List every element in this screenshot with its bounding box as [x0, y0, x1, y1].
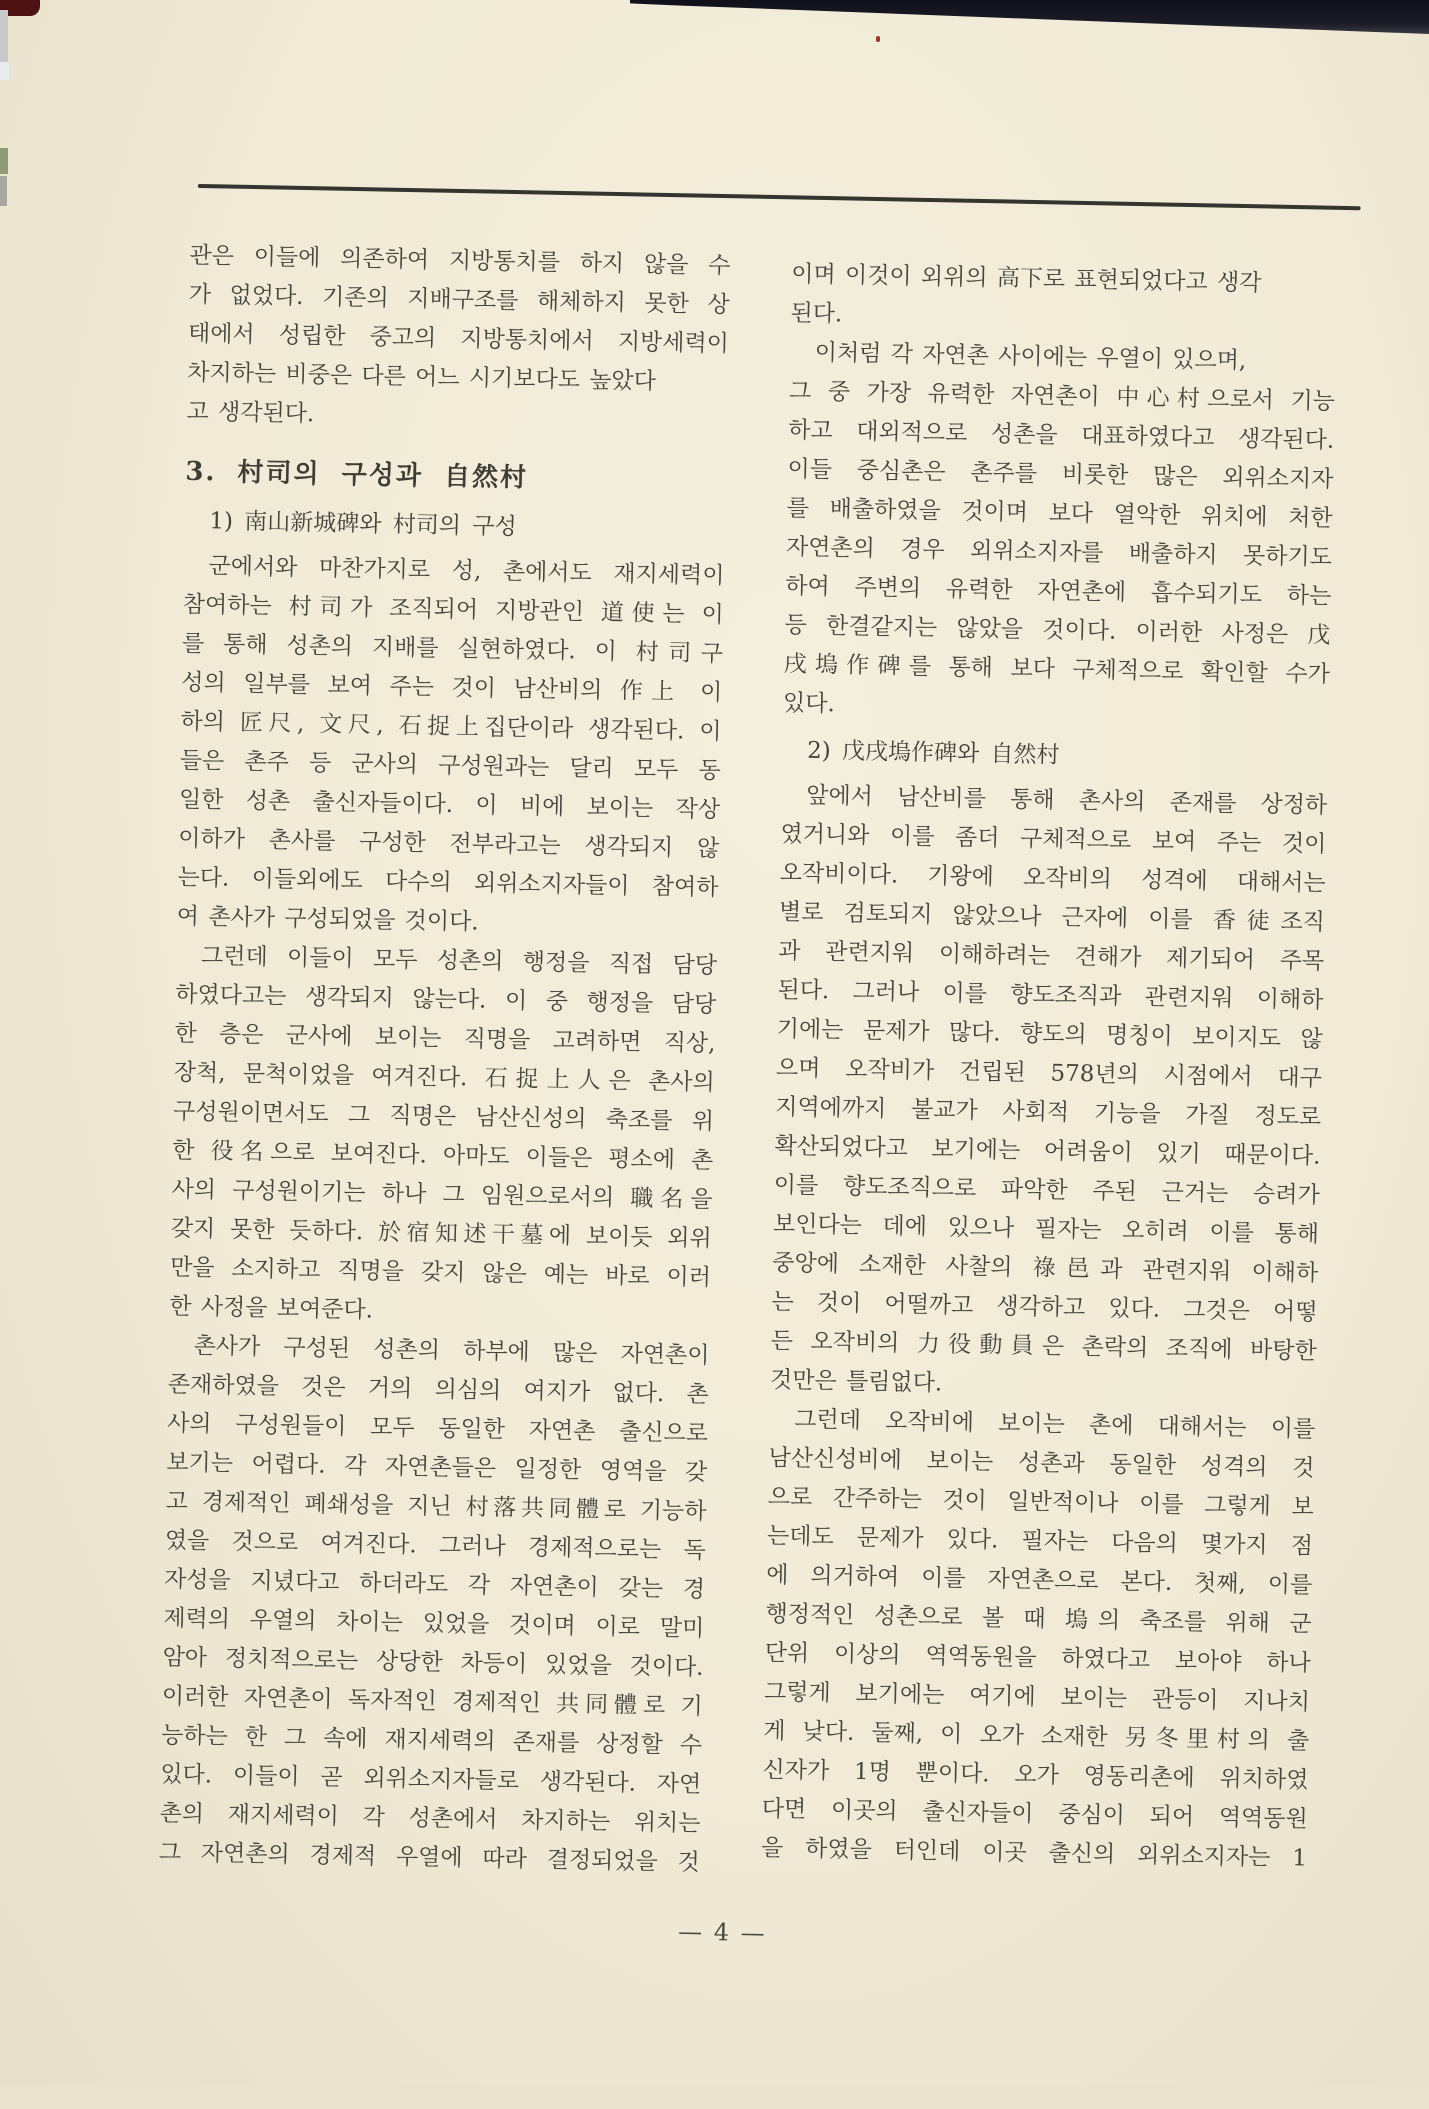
- text-line: 된다.: [790, 300, 843, 328]
- text-line: 남산신성비에 보이는 성촌과 동일한 성격의 것: [768, 1445, 1315, 1482]
- text-line: 한 층은 군사에 보이는 직명을 고려하면 직상,: [174, 1020, 716, 1058]
- text-line: 존재하였을 것은 거의 의심의 여지가 없다. 촌: [167, 1371, 709, 1408]
- text-line: 갖지 못한 듯하다. 於宿知述干墓에 보이듯 외위: [170, 1215, 712, 1253]
- text-line: 태에서 성립한 중고의 지방통치에서 지방세력이: [187, 320, 730, 358]
- sub-heading: 1) 南山新城碑와 村司의 구성: [209, 508, 518, 541]
- section-heading: 3. 村司의 구성과 自然村: [185, 456, 529, 494]
- text-line: 행정적인 성촌으로 볼 때 塢의 축조를 위해 군: [765, 1601, 1312, 1638]
- left-column: [158, 237, 730, 1883]
- text-line: 으로 간주하는 것이 일반적이나 이를 그렇게 보: [767, 1484, 1314, 1521]
- text-line: 사의 구성원들이 모두 동일한 자연촌 출신으로: [166, 1410, 709, 1447]
- text-line: 구성원이면서도 그 직명은 남산신성의 축조를 위: [172, 1098, 715, 1136]
- text-line: 일한 성촌 출신자들이다. 이 비에 보이는 작상: [178, 786, 721, 824]
- text-line: 있다.: [782, 690, 836, 718]
- text-line: 를 통해 성촌의 지배를 실현하였다. 이 村司구: [181, 630, 724, 668]
- text-line: 중앙에 소재한 사찰의 祿邑과 관련지워 이해하: [772, 1250, 1319, 1287]
- text-line: 성의 일부를 보여 주는 것이 남산비의 作上 이: [181, 669, 723, 707]
- text-line: 이러한 자연촌이 독자적인 경제적인 共同體로 기: [161, 1683, 703, 1720]
- right-column: [761, 255, 1338, 1878]
- text-line: 에 의거하여 이를 자연촌으로 본다. 첫째, 이를: [766, 1562, 1313, 1599]
- text-line: 앞에서 남산비를 통해 촌사의 존재를 상정하: [806, 782, 1328, 819]
- text-line: 차지하는 비중은 다른 어느 시기보다도 높았다: [187, 359, 657, 395]
- text-line: 하고 대외적으로 성촌을 대표하였다고 생각된다.: [788, 417, 1335, 454]
- text-line: 그런데 오작비에 보이는 촌에 대해서는 이를: [794, 1406, 1316, 1443]
- page-number: — 4 —: [677, 1917, 767, 1948]
- text-line: 으며 오작비가 건립된 578년의 시점에서 대구: [775, 1055, 1323, 1092]
- text-line: 보인다는 데에 있으나 필자는 오히려 이를 통해: [772, 1211, 1320, 1248]
- text-line: 참여하는 村司가 조직되어 지방관인 道使는 이: [182, 591, 724, 629]
- text-line: 장척, 문척이었을 여겨진다. 石捉上人은 촌사의: [173, 1059, 715, 1097]
- text-line: 를 배출하였을 것이며 보다 열악한 위치에 처한: [786, 495, 1333, 532]
- text-line: 는다. 이들외에도 다수의 외위소지자들이 참여하: [177, 864, 719, 902]
- text-line: 그 중 가장 유력한 자연촌이 中心村으로서 기능: [788, 378, 1336, 415]
- header-rule: [198, 184, 1361, 210]
- text-line: 그런데 이들이 모두 성촌의 행정을 직접 담당: [200, 943, 718, 980]
- text-line: 다면 이곳의 출신자들이 중심이 되어 역역동원: [761, 1796, 1308, 1833]
- text-line: 오작비이다. 기왕에 오작비의 성격에 대해서는: [779, 860, 1326, 897]
- text-line: 한 사정을 보여준다.: [169, 1293, 374, 1324]
- text-line: 관은 이들에 의존하여 지방통치를 하지 않을 수: [189, 242, 731, 280]
- text-line: 이며 이것이 외위의 高下로 표현되었다고 생각: [791, 261, 1262, 297]
- text-line: 신자가 1명 뿐이다. 오가 영동리촌에 위치하였: [762, 1757, 1309, 1794]
- text-line: 을 하였을 터인데 이곳 출신의 외위소지자는 1: [760, 1835, 1308, 1872]
- text-line: 있다. 이들이 곧 외위소지자들로 생각된다. 자연: [160, 1761, 702, 1798]
- text-line: 능하는 한 그 속에 재지세력의 존재를 상정할 수: [160, 1722, 703, 1759]
- text-line: 게 낮다. 둘째, 이 오가 소재한 另冬里村의 출: [763, 1718, 1310, 1755]
- text-line: 여 촌사가 구성되었을 것이다.: [176, 903, 479, 936]
- text-line: 戌塢作碑를 통해 보다 구체적으로 확인할 수가: [783, 651, 1330, 688]
- text-line: 는데도 문제가 있다. 필자는 다음의 몇가지 점: [766, 1523, 1314, 1560]
- text-line: 촌사가 구성된 성촌의 하부에 많은 자연촌이: [193, 1333, 710, 1369]
- text-line: 군에서와 마찬가지로 성, 촌에서도 재지세력이: [208, 553, 725, 590]
- text-line: 자연촌의 경우 외위소지자를 배출하지 못하기도: [785, 534, 1333, 571]
- text-line: 는 것이 어떨까고 생각하고 있다. 그것은 어떻: [771, 1289, 1318, 1326]
- text-line: 기에는 문제가 많다. 향도의 명칭이 보이지도 않: [776, 1016, 1323, 1053]
- text-line: 보기는 어렵다. 각 자연촌들은 일정한 영역을 갖: [166, 1449, 708, 1486]
- text-line: 들은 촌주 등 군사의 구성원과는 달리 모두 동: [179, 747, 721, 785]
- text-line: 제력의 우열의 차이는 있었을 것이며 이로 말미: [163, 1605, 705, 1642]
- text-line: 등 한결같지는 않았을 것이다. 이러한 사정은 戊: [784, 612, 1331, 649]
- text-line: 된다. 그러나 이를 향도조직과 관련지워 이해하: [777, 977, 1324, 1014]
- text-line: 이들 중심촌은 촌주를 비롯한 많은 외위소지자: [787, 456, 1334, 493]
- text-line: 한 役名으로 보여진다. 아마도 이들은 평소에 촌: [172, 1137, 714, 1175]
- text-line: 암아 정치적으로는 상당한 차등이 있었을 것이다.: [162, 1644, 704, 1681]
- text-line: 이하가 촌사를 구성한 전부라고는 생각되지 않: [178, 825, 720, 863]
- text-line: 였을 것으로 여겨진다. 그러나 경제적으로는 독: [164, 1527, 706, 1564]
- text-line: 그렇게 보기에는 여기에 보이는 관등이 지나치: [763, 1679, 1311, 1716]
- text-line: 고 생각된다.: [186, 398, 315, 428]
- text-line: 만을 소지하고 직명을 갖지 않은 예는 바로 이러: [169, 1254, 712, 1292]
- text-line: 촌의 재지세력이 각 성촌에서 차지하는 위치는: [159, 1800, 701, 1837]
- text-line: 별로 검토되지 않았으나 근자에 이를 香徒조직: [778, 899, 1326, 936]
- text-line: 지역에까지 불교가 사회적 기능을 가질 정도로: [775, 1094, 1322, 1131]
- text-line: 하였다고는 생각되지 않는다. 이 중 행정을 담당: [175, 981, 717, 1019]
- text-line: 사의 구성원이기는 하나 그 임원으로서의 職名을: [171, 1176, 713, 1214]
- text-line: 하의 匠尺, 文尺, 石捉上집단이라 생각된다. 이: [180, 708, 722, 746]
- text-line: 단위 이상의 역역동원을 하였다고 보아야 하나: [764, 1640, 1311, 1677]
- text-line: 그 자연촌의 경제적 우열에 따라 결정되었을 것: [158, 1839, 700, 1876]
- text-line: 것만은 틀림없다.: [769, 1367, 943, 1397]
- text-line: 든 오작비의 力役動員은 촌락의 조직에 바탕한: [770, 1328, 1317, 1365]
- text-line: 과 관련지워 이해하려는 견해가 제기되어 주목: [778, 938, 1325, 975]
- text-line: 하여 주변의 유력한 자연촌에 흡수되기도 하는: [785, 573, 1332, 610]
- text-line: 고 경제적인 폐쇄성을 지닌 村落共同體로 기능하: [165, 1488, 707, 1525]
- text-line: 이처럼 각 자연촌 사이에는 우열이 있으며,: [814, 339, 1247, 375]
- text-line: 이를 향도조직으로 파악한 주된 근거는 승려가: [773, 1172, 1320, 1209]
- sub-heading: 2) 戊戌塢作碑와 自然村: [806, 737, 1060, 769]
- text-line: 확산되었다고 보기에는 어려움이 있기 때문이다.: [774, 1133, 1321, 1170]
- text-line: 가 없었다. 기존의 지배구조를 해체하지 못한 상: [188, 281, 730, 319]
- text-line: 였거니와 이를 좀더 구체적으로 보여 주는 것이: [780, 821, 1327, 858]
- text-line: 자성을 지녔다고 하더라도 각 자연촌이 갖는 경: [163, 1566, 706, 1603]
